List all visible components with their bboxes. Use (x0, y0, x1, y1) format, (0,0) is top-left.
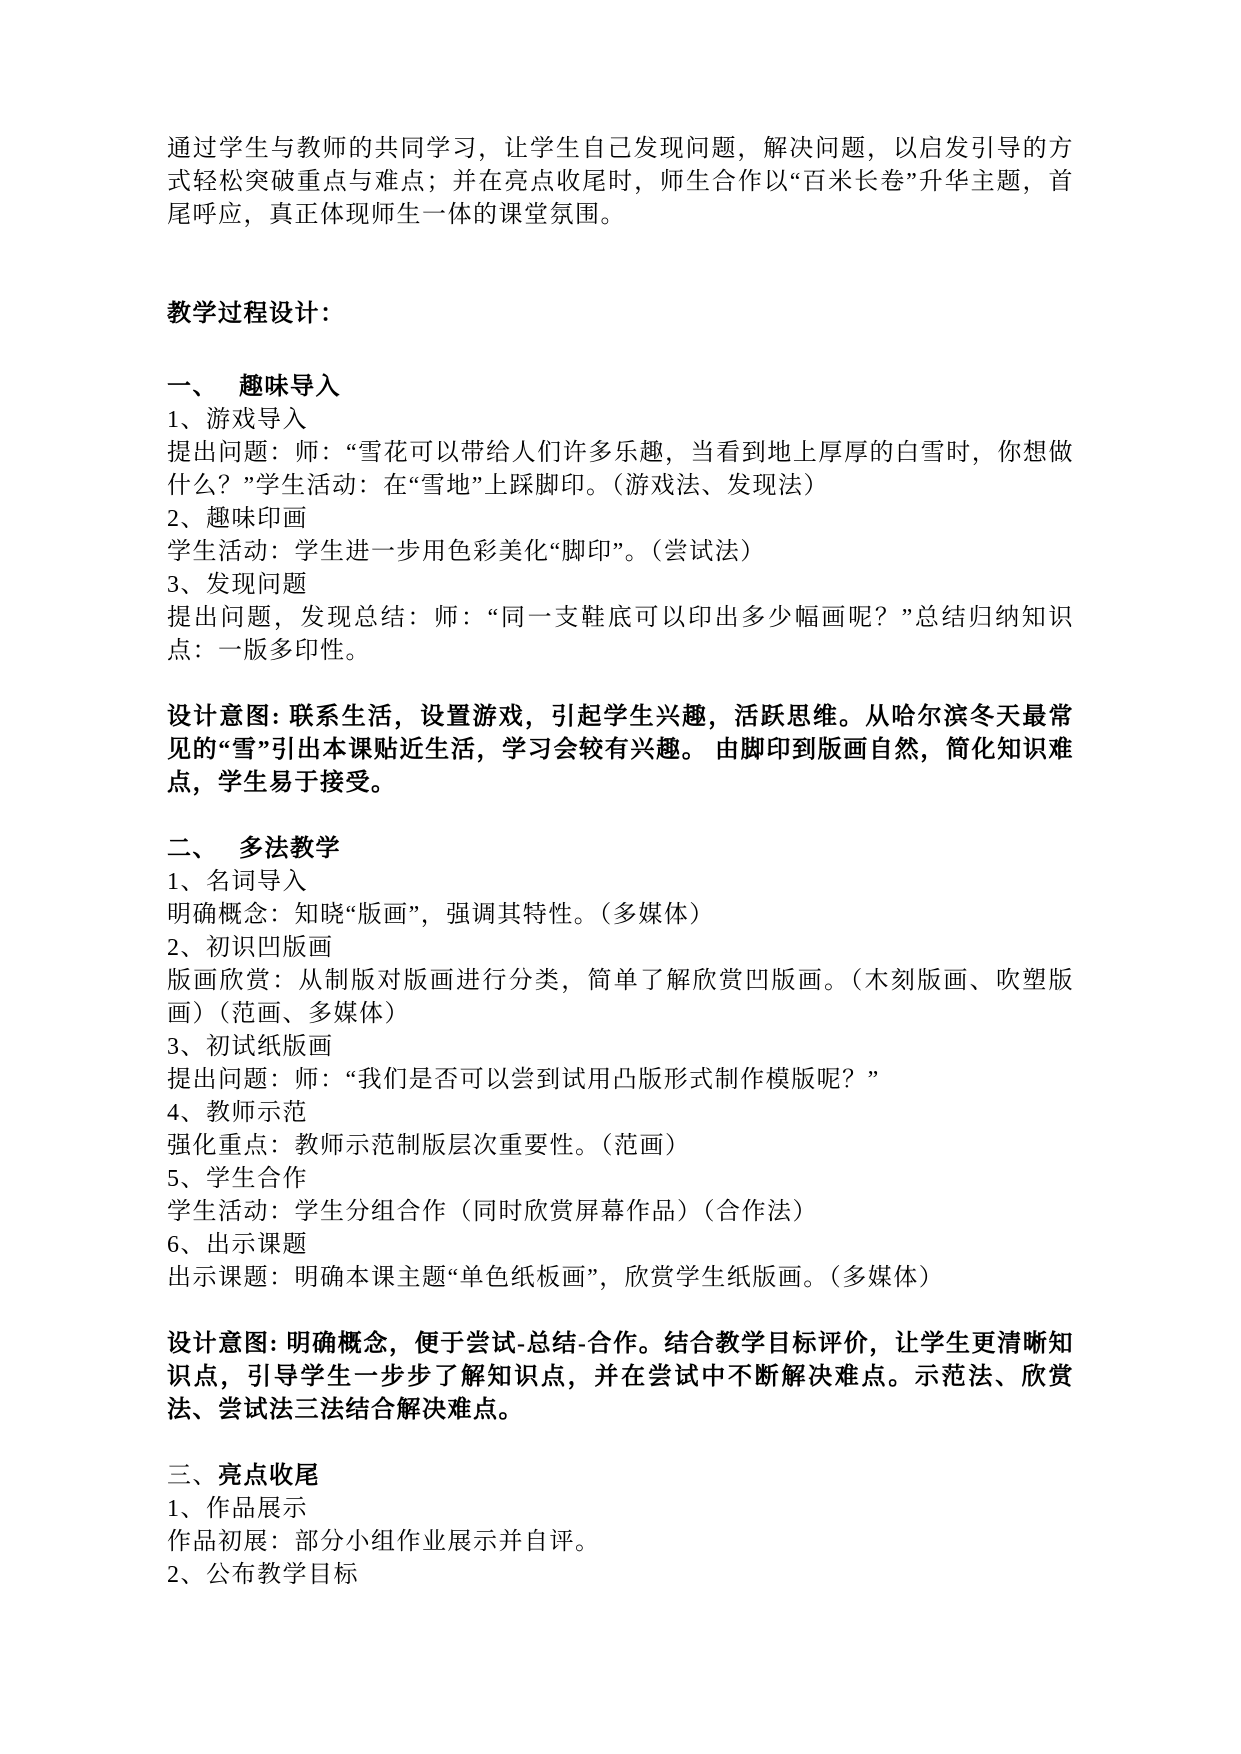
section-1-item: 提出问题，发现总结：师：“同一支鞋底可以印出多少幅画呢？”总结归纳知识点：一版多印性。 (167, 605, 1074, 664)
section-2-item: 3、初试纸版画 (167, 1034, 334, 1060)
section-3-title-text: 亮点收尾 (218, 1463, 320, 1489)
section-2-item: 1、名词导入 (167, 869, 308, 895)
section-3-item: 作品初展：部分小组作业展示并自评。 (167, 1529, 601, 1555)
intro-paragraph: 通过学生与教师的共同学习，让学生自己发现问题，解决问题，以启发引导的方式轻松突破重点与难点；并在亮点收尾时，师生合作以“百米长卷”升华主题，首尾呼应，真正体现师生一体的课堂氛围。 (167, 136, 1074, 228)
section-1-number: 一、 (167, 374, 218, 400)
section-2-title-text: 多法教学 (239, 836, 341, 862)
section-1-title-text: 趣味导入 (239, 374, 341, 400)
section-2-design-note: 设计意图: 明确概念，便于尝试-总结-合作。结合教学目标评价，让学生更清晰知识点，引导学生一步步了解知识点，并在尝试中不断解决难点。示范法、欣赏法、尝试法三法结合解决难点。 (167, 1331, 1074, 1423)
section-2-title (167, 833, 1074, 866)
section-3-number: 三、 (167, 1463, 218, 1489)
section-1-item: 2、趣味印画 (167, 506, 308, 532)
section-2-item: 提出问题：师：“我们是否可以尝到试用凸版形式制作模版呢？” (167, 1067, 880, 1093)
section-2-item: 强化重点：教师示范制版层次重要性。（范画） (167, 1133, 691, 1159)
section-1-item: 提出问题：师：“雪花可以带给人们许多乐趣，当看到地上厚厚的白雪时，你想做什么？”学生活动：在“雪地”上踩脚印。（游戏法、发现法） (167, 440, 1074, 499)
section-2-number: 二、 (167, 836, 218, 862)
section-2-item: 明确概念：知晓“版画”，强调其特性。（多媒体） (167, 902, 715, 928)
section-1-item: 学生活动：学生进一步用色彩美化“脚印”。（尝试法） (167, 539, 766, 565)
section-3-item: 1、作品展示 (167, 1496, 308, 1522)
section-1-title (167, 371, 1074, 404)
section-1-item: 1、游戏导入 (167, 407, 308, 433)
section-1-design-note: 设计意图: 联系生活，设置游戏，引起学生兴趣，活跃思维。从哈尔滨冬天最常见的“雪”引出本课贴近生活，学习会较有兴趣。 由脚印到版画自然，简化知识难点，学生易于接受。 (167, 704, 1074, 796)
doc-heading: 教学过程设计： (167, 301, 346, 327)
section-2-item: 6、出示课题 (167, 1232, 308, 1258)
section-2-item: 版画欣赏：从制版对版画进行分类，简单了解欣赏凹版画。（木刻版画、吹塑版画）（范画、多媒体） (167, 968, 1074, 1027)
section-3-title (167, 1460, 1074, 1493)
section-2-item: 2、初识凹版画 (167, 935, 334, 961)
section-2-item: 出示课题：明确本课主题“单色纸板画”，欣赏学生纸版画。（多媒体） (167, 1265, 945, 1291)
section-1-item: 3、发现问题 (167, 572, 308, 598)
section-2-item: 5、学生合作 (167, 1166, 308, 1192)
section-3-item: 2、公布教学目标 (167, 1562, 359, 1588)
section-2-item: 学生活动：学生分组合作（同时欣赏屏幕作品）（合作法） (167, 1199, 818, 1225)
section-2-item: 4、教师示范 (167, 1100, 308, 1126)
